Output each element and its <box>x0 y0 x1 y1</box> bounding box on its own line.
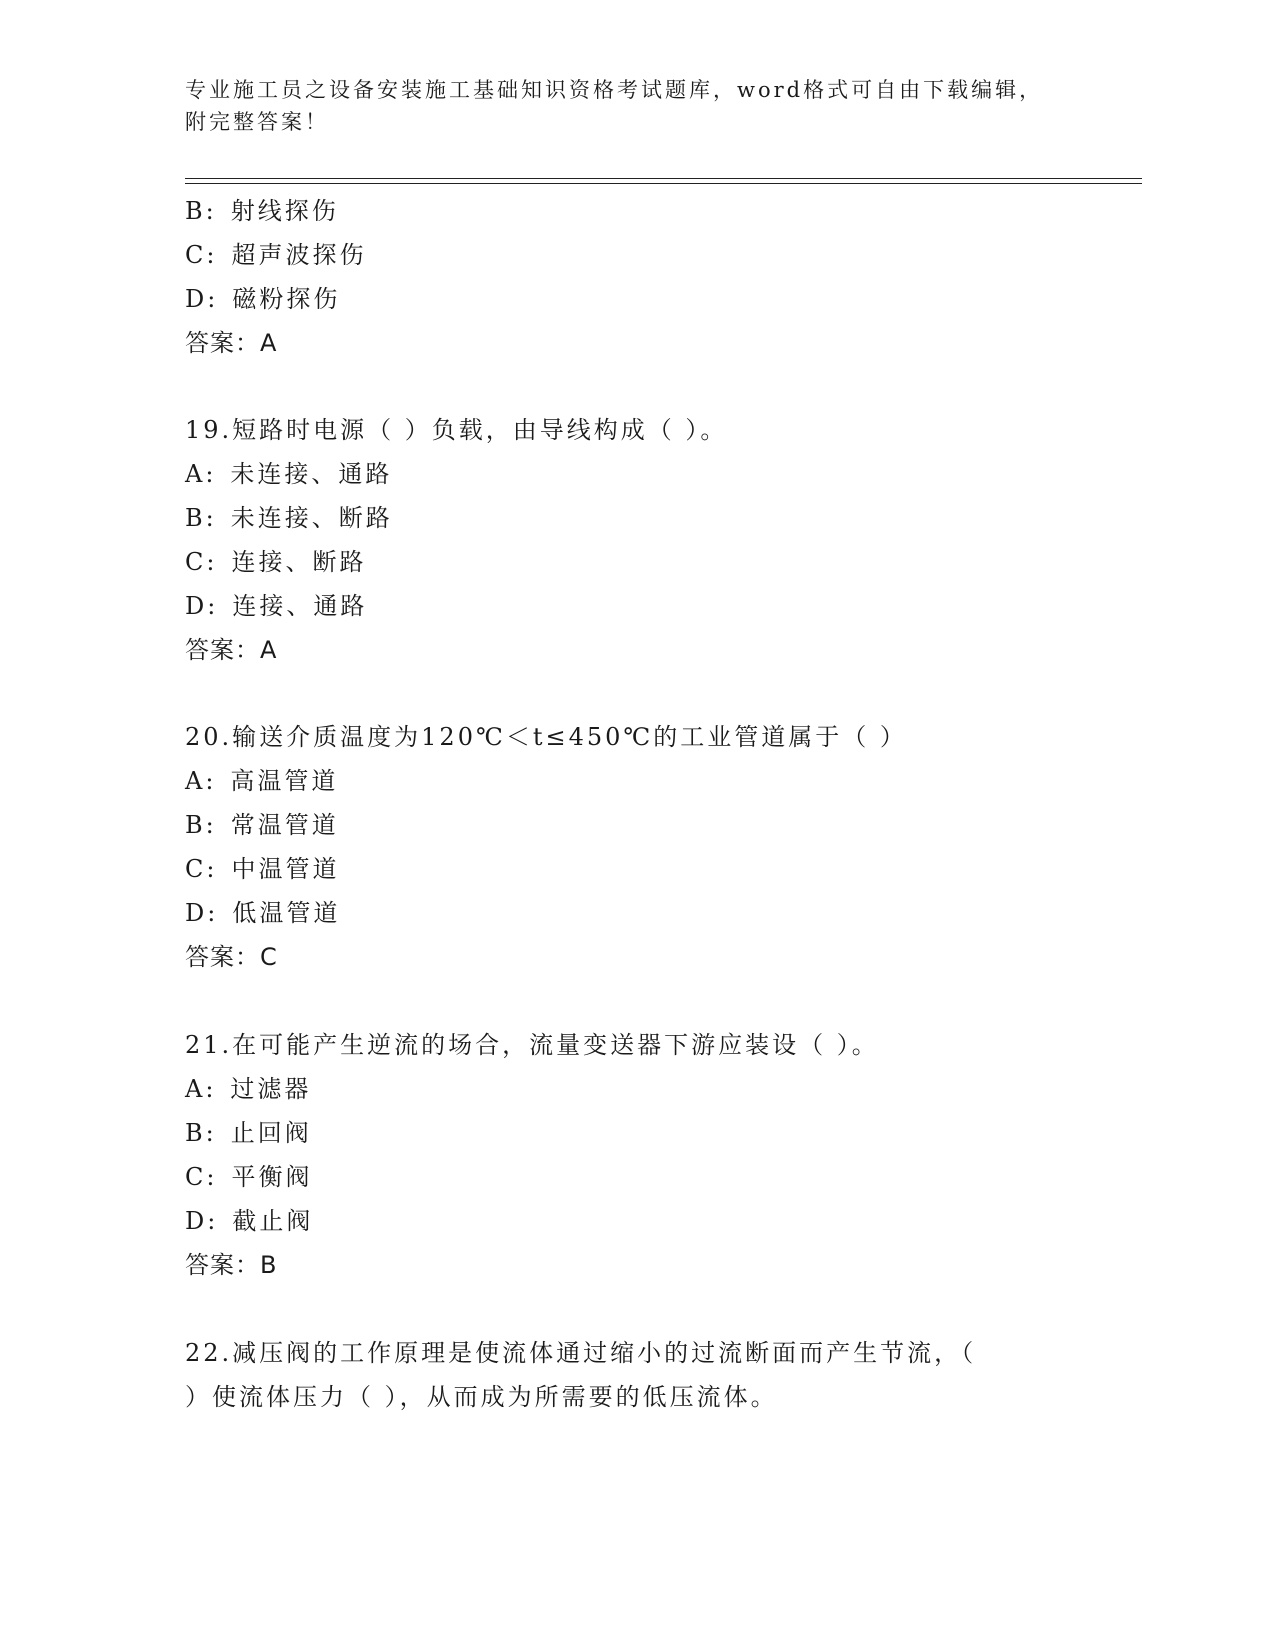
q19-option-d: D: 连接、通路 <box>185 592 368 620</box>
q20-option-d: D: 低温管道 <box>185 899 341 927</box>
q21-stem: 21.在可能产生逆流的场合，流量变送器下游应装设（ ）。 <box>185 1031 879 1059</box>
q20-option-b: B: 常温管道 <box>185 811 339 839</box>
q22-stem-line-2: ）使流体压力（ ），从而成为所需要的低压流体。 <box>185 1383 778 1411</box>
q20-stem: 20.输送介质温度为120℃＜t≤450℃的工业管道属于（ ） <box>185 723 907 751</box>
q21-option-a: A: 过滤器 <box>185 1075 312 1103</box>
header-line-1: 专业施工员之设备安装施工基础知识资格考试题库，word格式可自由下载编辑， <box>185 78 1044 102</box>
q21-answer: 答案：B <box>185 1251 278 1279</box>
q18-answer: 答案：A <box>185 329 278 357</box>
q20-answer: 答案：C <box>185 943 278 971</box>
q21-option-d: D: 截止阀 <box>185 1207 314 1235</box>
q19-option-c: C: 连接、断路 <box>185 548 367 576</box>
document-header <box>185 74 1065 138</box>
q18-option-c: C: 超声波探伤 <box>185 241 367 269</box>
q19-option-b: B: 未连接、断路 <box>185 504 393 532</box>
q18-option-b: B: 射线探伤 <box>185 197 339 225</box>
q22-stem-line-1: 22.减压阀的工作原理是使流体通过缩小的过流断面而产生节流，（ <box>185 1339 977 1367</box>
q18-option-d: D: 磁粉探伤 <box>185 285 341 313</box>
q21-option-b: B: 止回阀 <box>185 1119 312 1147</box>
q20-option-a: A: 高温管道 <box>185 767 339 795</box>
header-rule-bottom <box>185 183 1142 184</box>
q19-stem: 19.短路时电源（ ）负载，由导线构成（ ）。 <box>185 416 728 444</box>
q19-option-a: A: 未连接、通路 <box>185 460 393 488</box>
header-line-2: 附完整答案！ <box>185 110 329 134</box>
q19-answer: 答案：A <box>185 636 278 664</box>
q20-option-c: C: 中温管道 <box>185 855 340 883</box>
header-rule-top <box>185 178 1142 179</box>
q21-option-c: C: 平衡阀 <box>185 1163 313 1191</box>
